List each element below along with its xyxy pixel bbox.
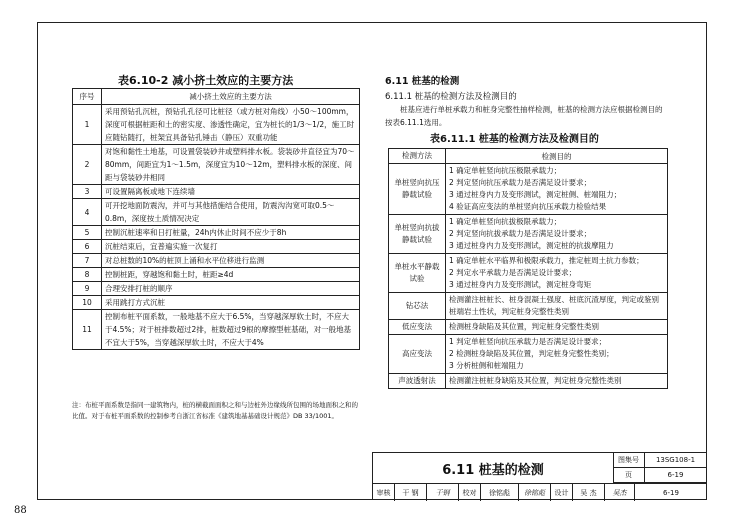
checker-signature: 徐铭彪 xyxy=(519,484,551,501)
test-purpose-line: 3 通过桩身内力及变形测试，测定桩侧、桩端阻力； xyxy=(449,190,622,199)
table-row xyxy=(389,164,668,215)
row-number: 11 xyxy=(73,310,102,350)
test-purpose-line: 3 通过桩身内力及变形测试，测定桩身弯矩 xyxy=(449,280,592,289)
row-method-text: 沉桩结束后，宜普遍实施一次复打 xyxy=(102,240,360,254)
table-row xyxy=(73,105,360,145)
test-purpose-line: 1 判定单桩竖向抗压承载力是否满足设计要求； xyxy=(449,337,607,346)
table-row xyxy=(73,185,360,199)
test-purpose-line: 2 判定竖向抗拔承载力是否满足设计要求； xyxy=(449,229,592,238)
row-method-text: 控制桩距，穿越饱和黏土时，桩距≥4d xyxy=(102,268,360,282)
table-row xyxy=(73,268,360,282)
sub-heading: 6.11.1 桩基的检测方法及检测目的 xyxy=(385,92,517,102)
test-method: 钻芯法 xyxy=(389,293,446,320)
signature-row xyxy=(373,483,707,501)
test-purpose-cell xyxy=(446,254,668,293)
table-row xyxy=(73,145,360,185)
test-purpose-cell xyxy=(446,335,668,374)
test-purpose-line: 1 确定单桩竖向抗拔极限承载力； xyxy=(449,217,562,226)
test-purpose-line: 2 判定水平承载力是否满足设计要求； xyxy=(449,268,577,277)
reviewer-name: 干 钢 xyxy=(395,484,427,501)
row-number: 10 xyxy=(73,296,102,310)
row-method-text: 对饱和黏性土地基，可设置袋装砂井或塑料排水板。袋装砂井直径宜为70～80mm，间距宜为1～1.5m，深度宜为10～12m，塑料排水板的深度、间距与袋装砂井相同 xyxy=(102,145,360,185)
row-number: 8 xyxy=(73,268,102,282)
row-number: 6 xyxy=(73,240,102,254)
test-method: 单桩水平静载试验 xyxy=(389,254,446,293)
design-label: 设计 xyxy=(551,484,573,501)
sheet-number: 6-19 xyxy=(645,468,707,483)
designer-signature: 吴杰 xyxy=(605,484,635,501)
test-method: 低应变法 xyxy=(389,320,446,335)
test-method: 高应变法 xyxy=(389,335,446,374)
checker-name: 徐铭彪 xyxy=(481,484,519,501)
test-method: 单桩竖向抗拔静载试验 xyxy=(389,215,446,254)
row-method-text: 采用预钻孔沉桩，预钻孔孔径可比桩径（或方桩对角线）小50～100mm，深度可根据桩距和土的密实度、渗透性确定，宜为桩长的1/3～1/2，施工时应随钻随打，桩架宜具备钻孔锤击（静压）双重功能 xyxy=(102,105,360,145)
designer-name: 吴 杰 xyxy=(573,484,605,501)
test-purpose-cell xyxy=(446,320,668,335)
test-purpose-line: 检测灌注桩桩身缺陷及其位置，判定桩身完整性类别 xyxy=(449,376,622,385)
test-method: 单桩竖向抗压静载试验 xyxy=(389,164,446,215)
row-method-text: 控制布桩平面系数，一般地基不应大于6.5%，当穿越深厚软土时，不应大于4.5%；对于桩排数超过2排，桩数超过9根的摩擦型桩基础，对一般地基不宜大于5%，当穿越深厚软土时，不应大于4% xyxy=(102,310,360,350)
table-row xyxy=(389,293,668,320)
test-purpose-line: 3 分析桩侧和桩端阻力 xyxy=(449,361,524,370)
test-purpose-line: 1 确定单桩竖向抗压极限承载力； xyxy=(449,166,562,175)
atlas-number: 13SG108-1 xyxy=(645,453,707,468)
table-row xyxy=(73,296,360,310)
table-row xyxy=(389,215,668,254)
row-number: 5 xyxy=(73,226,102,240)
left-table-title: 表6.10-2 减小挤土效应的主要方法 xyxy=(118,74,294,87)
row-number: 3 xyxy=(73,185,102,199)
table-row xyxy=(73,282,360,296)
row-method-text: 对总桩数的10%的桩顶上涌和水平位移进行监测 xyxy=(102,254,360,268)
test-purpose-cell xyxy=(446,215,668,254)
page-label: 页 xyxy=(613,468,645,483)
left-table-body xyxy=(73,105,360,350)
atlas-label: 图集号 xyxy=(613,453,645,468)
table-row xyxy=(73,226,360,240)
test-purpose-line: 2 判定竖向抗压承载力是否满足设计要求； xyxy=(449,178,592,187)
row-method-text: 合理安排打桩的顺序 xyxy=(102,282,360,296)
row-number: 7 xyxy=(73,254,102,268)
row-method-text: 采用跳打方式沉桩 xyxy=(102,296,360,310)
intro-paragraph: 桩基应进行单桩承载力和桩身完整性抽样检测，桩基的检测方法应根据检测目的按表6.11.1选用。 xyxy=(385,105,663,127)
test-purpose-line: 检测灌注桩桩长、桩身混凝土强度、桩底沉渣厚度，判定或鉴别桩端岩土性状，判定桩身完整性类别 xyxy=(449,295,659,316)
sheet-number-repeat: 6-19 xyxy=(663,488,679,497)
page-number: 88 xyxy=(14,505,27,516)
test-purpose-cell xyxy=(446,293,668,320)
check-label: 校对 xyxy=(459,484,481,501)
review-label: 审核 xyxy=(373,484,395,501)
test-purpose-cell xyxy=(446,164,668,215)
table-row xyxy=(73,254,360,268)
header-test-method: 检测方法 xyxy=(389,149,446,164)
row-method-text: 控制沉桩速率和日打桩量，24h内休止时间不应少于8h xyxy=(102,226,360,240)
row-method-text: 可开挖地面防震沟，并可与其他措施结合使用，防震沟沟宽可取0.5～0.8m，深度按土质情况决定 xyxy=(102,199,360,226)
row-number: 4 xyxy=(73,199,102,226)
row-method-text: 可设置隔离板或地下连续墙 xyxy=(102,185,360,199)
pile-test-table xyxy=(388,148,668,389)
title-block xyxy=(372,452,706,500)
table-row xyxy=(73,310,360,350)
section-heading: 6.11 桩基的检测 xyxy=(385,76,460,87)
header-test-purpose: 检测目的 xyxy=(446,149,668,164)
header-no: 序号 xyxy=(73,89,102,105)
pile-compaction-table xyxy=(72,88,360,350)
test-method: 声波透射法 xyxy=(389,374,446,389)
table-footnote: 注：布桩平面系数是指同一建筑物内，桩的横截面面积之和与边桩外边缘线所包围的场地面积之和的比值。对于布桩平面系数的控制参考自浙江省标准《建筑地基基础设计规范》DB 33/1001。 xyxy=(72,401,358,420)
row-number: 2 xyxy=(73,145,102,185)
table-row xyxy=(73,199,360,226)
test-purpose-line: 2 检测桩身缺陷及其位置，判定桩身完整性类别； xyxy=(449,349,614,358)
test-purpose-line: 检测桩身缺陷及其位置，判定桩身完整性类别 xyxy=(449,322,599,331)
row-number: 9 xyxy=(73,282,102,296)
row-number: 1 xyxy=(73,105,102,145)
title-block-main-title: 6.11 桩基的检测 xyxy=(373,453,614,483)
table-row xyxy=(73,240,360,254)
table-row xyxy=(389,374,668,389)
table-row xyxy=(389,320,668,335)
right-table-title: 表6.11.1 桩基的检测方法及检测目的 xyxy=(430,134,599,145)
table-row xyxy=(389,335,668,374)
test-purpose-line: 4 验证高应变法的单桩竖向抗压承载力检验结果 xyxy=(449,202,607,211)
right-table-body xyxy=(389,164,668,389)
table-row xyxy=(389,254,668,293)
test-purpose-cell xyxy=(446,374,668,389)
header-method: 减小挤土效应的主要方法 xyxy=(102,89,360,105)
reviewer-signature: 干钢 xyxy=(427,484,459,501)
test-purpose-line: 1 确定单桩水平临界和极限承载力，推定桩周土抗力参数； xyxy=(449,256,644,265)
test-purpose-line: 3 通过桩身内力及变形测试，测定桩的抗拔摩阻力 xyxy=(449,241,614,250)
